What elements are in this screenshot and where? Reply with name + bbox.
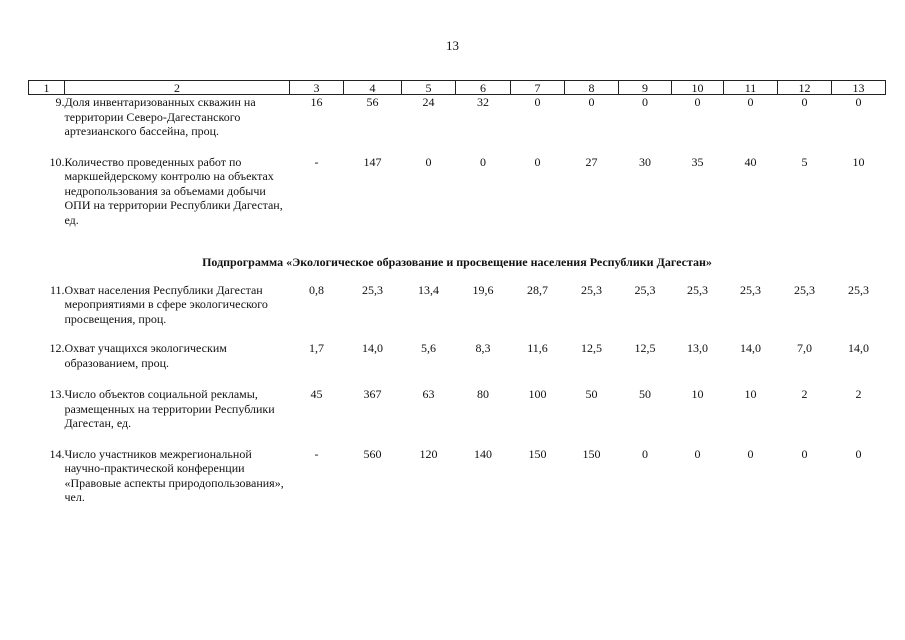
value-cell: 40 xyxy=(744,154,757,169)
value-cell: 35 xyxy=(691,154,704,169)
column-header: 2 xyxy=(65,81,290,95)
value-cell: 50 xyxy=(639,387,651,401)
column-header: 9 xyxy=(619,81,672,95)
value-cell: 0 xyxy=(694,446,701,461)
value-cell: 0 xyxy=(642,95,648,109)
value-cell: 147 xyxy=(363,154,382,169)
value-cell: 45 xyxy=(310,387,323,401)
value-cell: 25,3 xyxy=(362,282,383,297)
value-cell: 12,5 xyxy=(634,341,656,355)
value-cell: 11,6 xyxy=(527,341,548,355)
column-header: 12 xyxy=(778,81,832,95)
column-header: 5 xyxy=(402,81,456,95)
row-number: 9. xyxy=(55,95,65,109)
column-header: 11 xyxy=(724,81,778,95)
table-row xyxy=(29,387,886,431)
value-cell: 19,6 xyxy=(472,282,494,297)
column-header: 7 xyxy=(511,81,565,95)
column-header: 6 xyxy=(456,81,511,95)
value-cell: 10 xyxy=(744,387,757,401)
indicator-name: Охват населения Республики Дагестан мероприятиями в сфере экологического просвещения, проц. xyxy=(64,282,268,326)
row-number: 10. xyxy=(49,154,65,169)
value-cell: 367 xyxy=(363,387,382,401)
value-cell: 25,3 xyxy=(740,282,761,297)
value-cell: 24 xyxy=(422,95,435,109)
value-cell: 28,7 xyxy=(527,282,548,297)
indicators-table xyxy=(28,80,886,505)
table-row xyxy=(29,341,886,370)
value-cell: 50 xyxy=(585,387,598,401)
indicator-name: Число объектов социальной рекламы, размещенных на территории Республики Дагестан, ед. xyxy=(64,387,275,430)
header-row xyxy=(29,81,886,95)
value-cell: 25,3 xyxy=(687,282,708,297)
column-header: 3 xyxy=(290,81,344,95)
row-number: 11. xyxy=(49,282,65,297)
value-cell: 0 xyxy=(855,446,862,461)
column-header: 13 xyxy=(832,81,886,95)
value-cell: 0 xyxy=(694,95,701,109)
table-row xyxy=(29,283,886,327)
value-cell: 2 xyxy=(801,387,808,401)
value-cell: 5,6 xyxy=(421,341,436,355)
section-title: Подпрограмма «Экологическое образование и просвещение населения Республики Дагестан» xyxy=(202,255,712,269)
value-cell: 7,0 xyxy=(797,341,812,355)
indicator-name: Число участников межрегиональной научно-практической конференции «Правовые аспекты природопользования», чел. xyxy=(64,446,284,504)
value-cell: 0,8 xyxy=(309,282,324,297)
column-header: 1 xyxy=(29,81,65,95)
value-cell: 13,0 xyxy=(687,341,708,355)
value-cell: 32 xyxy=(477,95,489,109)
value-cell: 0 xyxy=(534,154,541,169)
value-cell: 5 xyxy=(801,154,808,169)
value-cell: 8,3 xyxy=(475,341,491,355)
row-number: 12. xyxy=(49,341,65,355)
row-number: 13. xyxy=(49,387,65,401)
value-cell: 12,5 xyxy=(581,341,602,355)
value-cell: 120 xyxy=(419,446,438,461)
column-header: 4 xyxy=(344,81,402,95)
value-cell: 10 xyxy=(691,387,704,401)
value-cell: 0 xyxy=(480,154,486,169)
value-cell: 14,0 xyxy=(740,341,761,355)
table-row xyxy=(29,95,886,139)
value-cell: 10 xyxy=(852,154,865,169)
section-row xyxy=(29,255,886,270)
value-cell: 150 xyxy=(582,446,601,461)
page-number: 13 xyxy=(446,38,459,53)
value-cell: 560 xyxy=(363,446,382,461)
value-cell: 16 xyxy=(310,95,323,109)
indicator-name: Охват учащихся экологическим образованием, проц. xyxy=(64,341,227,370)
value-cell: 80 xyxy=(477,387,489,401)
value-cell: 27 xyxy=(585,154,598,169)
value-cell: 0 xyxy=(747,446,754,461)
indicator-name: Доля инвентаризованных скважин на территории Северо-Дагестанского артезианского бассейна, проц. xyxy=(64,95,256,138)
value-cell: 14,0 xyxy=(848,341,869,355)
value-cell: 13,4 xyxy=(418,282,439,297)
value-cell: 25,3 xyxy=(634,282,656,297)
value-cell: 140 xyxy=(474,446,492,461)
value-cell: 63 xyxy=(422,387,435,401)
value-cell: 0 xyxy=(425,154,432,169)
value-cell: 25,3 xyxy=(794,282,815,297)
value-cell: 0 xyxy=(855,95,862,109)
value-cell: 0 xyxy=(534,95,541,109)
row-number: 14. xyxy=(49,446,65,461)
value-cell: 0 xyxy=(747,95,754,109)
value-cell: 14,0 xyxy=(362,341,383,355)
column-header: 8 xyxy=(565,81,619,95)
table-row xyxy=(29,447,886,505)
value-cell: 2 xyxy=(855,387,862,401)
value-cell: 56 xyxy=(366,95,379,109)
column-header: 10 xyxy=(672,81,724,95)
indicator-name: Количество проведенных работ по маркшейдерскому контролю на объектах недропользования за объемами добычи ОПИ на территории Республики Дагестан, ед. xyxy=(64,154,283,227)
value-cell: 25,3 xyxy=(581,282,602,297)
value-cell: 150 xyxy=(528,446,547,461)
value-cell: 25,3 xyxy=(848,282,869,297)
value-cell: 0 xyxy=(642,446,648,461)
value-cell: 30 xyxy=(639,154,651,169)
value-cell: - xyxy=(314,446,319,461)
value-cell: 100 xyxy=(528,387,547,401)
value-cell: 0 xyxy=(801,95,808,109)
value-cell: - xyxy=(314,154,319,169)
value-cell: 1,7 xyxy=(309,341,324,355)
table-row xyxy=(29,155,886,228)
value-cell: 0 xyxy=(801,446,808,461)
value-cell: 0 xyxy=(588,95,595,109)
